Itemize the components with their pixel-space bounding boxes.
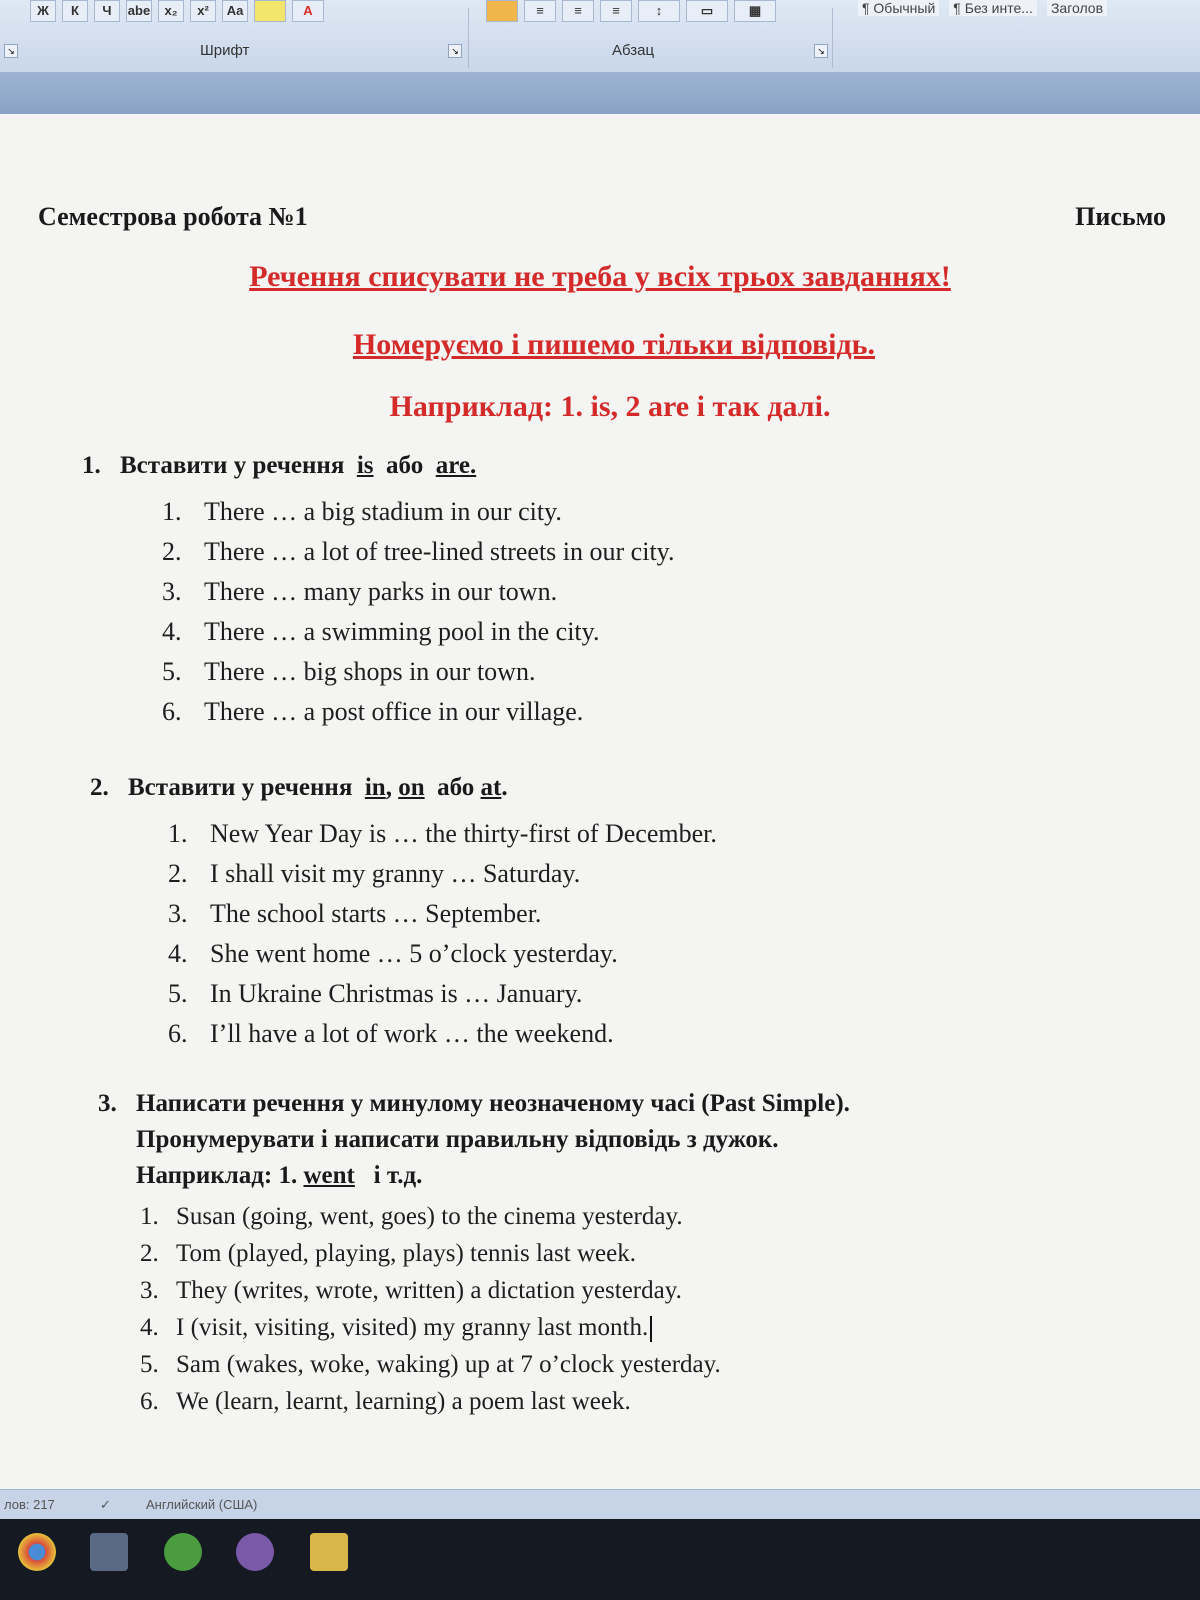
align-left-icon[interactable] <box>486 0 518 22</box>
text-cursor <box>650 1316 652 1342</box>
taskbar <box>0 1519 1200 1600</box>
proofing-icon[interactable]: ✓ <box>100 1497 111 1512</box>
list-item: 3. The school starts … September. <box>168 899 542 928</box>
shading-icon[interactable]: ▭ <box>686 0 728 22</box>
status-bar <box>0 1489 1200 1520</box>
list-item: 5. There … big shops in our town. <box>162 657 536 686</box>
task1-list <box>162 492 674 732</box>
italic-button[interactable]: К <box>62 0 88 22</box>
underline-button[interactable]: Ч <box>94 0 120 22</box>
superscript-button[interactable]: x² <box>190 0 216 22</box>
strikethrough-button[interactable]: abe <box>126 0 152 22</box>
list-item: 6. There … a post office in our village. <box>162 697 584 726</box>
folder-icon[interactable] <box>310 1533 348 1571</box>
task2-title: 2. Вставити у речення in, on або at. <box>90 774 508 801</box>
list-item: 5. In Ukraine Christmas is … January. <box>168 979 583 1008</box>
ribbon <box>0 0 1200 73</box>
style-heading[interactable]: Заголов <box>1047 0 1107 16</box>
style-normal[interactable]: ¶ Обычный <box>858 0 939 16</box>
task1-title: 1. Вставити у речення is або are. <box>82 452 477 479</box>
list-item: 1. Susan (going, went, goes) to the cinema yesterday. <box>140 1203 683 1230</box>
task3-instruction: Пронумерувати і написати правильну відповідь з дужок. <box>136 1126 779 1153</box>
document-page[interactable] <box>0 114 1200 1489</box>
paragraph-group-label: Абзац <box>612 42 655 59</box>
instruction-answers-only: Номеруємо і пишемо тільки відповідь. <box>352 328 876 361</box>
instruction-no-copy: Речення списувати не треба у всіх трьох завданнях! <box>249 260 951 293</box>
align-center-icon[interactable]: ≡ <box>524 0 556 22</box>
highlight-icon[interactable] <box>254 0 286 22</box>
font-toolbar <box>30 0 324 22</box>
list-item: 3. They (writes, wrote, written) a dictation yesterday. <box>140 1277 682 1304</box>
ruler-area <box>0 72 1200 114</box>
paragraph-toolbar <box>486 0 776 22</box>
list-item: 6. I’ll have a lot of work … the weekend. <box>168 1019 614 1048</box>
styles-gallery <box>858 0 1107 16</box>
clipboard-launcher-icon[interactable]: ↘ <box>4 44 18 58</box>
instruction-example: Наприклад: 1. is, 2 are і так далі. <box>389 390 831 423</box>
task3-example: Наприклад: 1. went і т.д. <box>136 1162 423 1189</box>
list-item: 2. There … a lot of tree-lined streets in our city. <box>162 537 675 566</box>
document-title: Семестрова робота №1 <box>38 202 308 231</box>
justify-icon[interactable]: ≡ <box>600 0 632 22</box>
list-item: 6. We (learn, learnt, learning) a poem last week. <box>140 1388 631 1415</box>
word-icon[interactable] <box>90 1533 128 1571</box>
list-item: 5. Sam (wakes, woke, waking) up at 7 o’clock yesterday. <box>140 1351 721 1378</box>
list-item: 2. Tom (played, playing, plays) tennis last week. <box>140 1240 636 1267</box>
list-item: 3. There … many parks in our town. <box>162 577 558 606</box>
language-indicator[interactable]: Английский (США) <box>146 1497 258 1512</box>
list-item: 4. There … a swimming pool in the city. <box>162 617 600 646</box>
font-group-label: Шрифт <box>200 42 250 59</box>
list-item: 1. New Year Day is … the thirty-first of December. <box>168 819 717 848</box>
change-case-button[interactable]: Aa <box>222 0 248 22</box>
document-subject: Письмо <box>1075 202 1166 231</box>
group-divider <box>832 8 833 68</box>
font-launcher-icon[interactable]: ↘ <box>448 44 462 58</box>
font-color-icon[interactable]: A <box>292 0 324 22</box>
paragraph-launcher-icon[interactable]: ↘ <box>814 44 828 58</box>
task3-list <box>140 1198 721 1420</box>
chrome-icon[interactable] <box>18 1533 56 1571</box>
list-item: 4. I (visit, visiting, visited) my granny last month. <box>140 1309 721 1346</box>
list-item: 4. She went home … 5 o’clock yesterday. <box>168 939 618 968</box>
line-spacing-icon[interactable]: ↕ <box>638 0 680 22</box>
word-count[interactable]: лов: 217 <box>4 1497 55 1512</box>
group-divider <box>468 8 469 68</box>
borders-icon[interactable]: ▦ <box>734 0 776 22</box>
list-item: 1. There … a big stadium in our city. <box>162 497 562 526</box>
align-right-icon[interactable]: ≡ <box>562 0 594 22</box>
style-no-spacing[interactable]: ¶ Без инте... <box>949 0 1037 16</box>
viber-icon[interactable] <box>236 1533 274 1571</box>
task2-list <box>168 814 717 1054</box>
list-item: 2. I shall visit my granny … Saturday. <box>168 859 581 888</box>
subscript-button[interactable]: x₂ <box>158 0 184 22</box>
bold-button[interactable]: Ж <box>30 0 56 22</box>
task3-title: 3. Написати речення у минулому неозначеному часі (Past Simple). <box>98 1090 850 1117</box>
utorrent-icon[interactable] <box>164 1533 202 1571</box>
